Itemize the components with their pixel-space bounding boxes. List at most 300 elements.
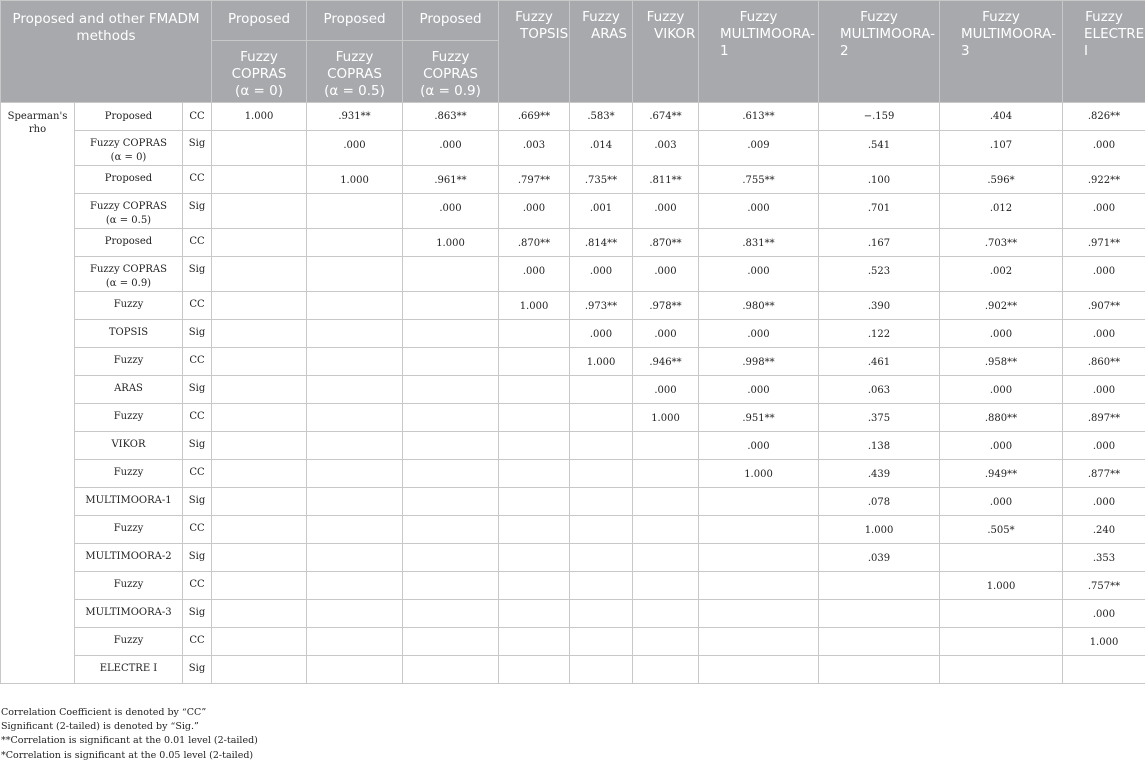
header-col-7 — [819, 1, 940, 103]
table-cell: .100 — [819, 166, 940, 194]
table-cell: .014 — [570, 131, 633, 166]
table-cell — [633, 516, 699, 544]
table-cell — [819, 600, 940, 628]
table-cell: .980** — [699, 292, 819, 320]
table-cell — [403, 404, 499, 432]
table-cell: .012 — [940, 194, 1063, 229]
row-label-line: Proposed — [104, 236, 153, 247]
table-cell: .826** — [1063, 103, 1145, 131]
footnote-cc: Correlation Coefficient is denoted by “CC” — [1, 707, 207, 718]
table-cell — [633, 460, 699, 488]
row-method-label — [75, 348, 183, 376]
table-cell — [499, 320, 570, 348]
table-row — [1, 194, 1145, 229]
header-col-0-sub-line-1: COPRAS — [231, 66, 287, 82]
table-cell: 1.000 — [570, 348, 633, 376]
table-cell: .870** — [633, 229, 699, 257]
row-label-line: Fuzzy COPRAS — [90, 201, 167, 212]
table-cell — [307, 320, 403, 348]
row-stat-type: CC — [183, 166, 212, 194]
table-cell: .404 — [940, 103, 1063, 131]
table-cell — [307, 628, 403, 656]
table-cell — [307, 348, 403, 376]
table-cell — [499, 376, 570, 404]
table-cell: .122 — [819, 320, 940, 348]
row-label-line: TOPSIS — [108, 327, 149, 338]
table-cell — [633, 600, 699, 628]
table-cell — [570, 404, 633, 432]
table-cell — [499, 348, 570, 376]
table-cell: .353 — [1063, 544, 1145, 572]
table-cell: 1.000 — [699, 460, 819, 488]
row-method-label — [75, 516, 183, 544]
table-cell: .000 — [633, 194, 699, 229]
table-cell: 1.000 — [212, 103, 307, 131]
table-cell — [499, 460, 570, 488]
table-cell: .814** — [570, 229, 633, 257]
header-col-2-sub-line-1: COPRAS — [423, 66, 478, 82]
table-cell: .877** — [1063, 460, 1145, 488]
header-col-5-line-0: Fuzzy — [646, 9, 685, 25]
row-method-label — [75, 257, 183, 292]
table-cell — [212, 229, 307, 257]
table-cell: .000 — [940, 432, 1063, 460]
table-row — [1, 292, 1145, 320]
table-cell: .000 — [699, 376, 819, 404]
row-method-label — [75, 229, 183, 257]
table-cell: .523 — [819, 257, 940, 292]
table-cell — [403, 292, 499, 320]
header-col-8 — [940, 1, 1063, 103]
table-cell — [699, 516, 819, 544]
row-stat-type: Sig — [183, 131, 212, 166]
table-cell — [819, 572, 940, 600]
table-cell: .000 — [1063, 131, 1145, 166]
table-cell — [403, 432, 499, 460]
table-cell: .907** — [1063, 292, 1145, 320]
row-stat-type: CC — [183, 292, 212, 320]
table-cell: .000 — [940, 488, 1063, 516]
table-cell: .107 — [940, 131, 1063, 166]
table-cell: .138 — [819, 432, 940, 460]
table-cell — [212, 572, 307, 600]
table-cell: .000 — [699, 320, 819, 348]
table-cell — [570, 572, 633, 600]
table-cell — [570, 376, 633, 404]
table-cell — [212, 488, 307, 516]
table-cell — [212, 460, 307, 488]
header-col-9-line-0: Fuzzy — [1085, 9, 1123, 25]
header-col-3-line-0: Fuzzy — [515, 9, 553, 25]
header-col-5 — [633, 1, 699, 103]
table-cell: .000 — [1063, 194, 1145, 229]
header-col-9 — [1063, 1, 1145, 103]
table-cell: .674** — [633, 103, 699, 131]
table-cell — [307, 432, 403, 460]
table-cell — [570, 628, 633, 656]
table-header — [1, 1, 1145, 103]
row-stat-type: CC — [183, 229, 212, 257]
table-cell: .951** — [699, 404, 819, 432]
header-col-2-sub-line-0: Fuzzy — [431, 49, 470, 65]
table-cell — [570, 516, 633, 544]
table-cell — [307, 516, 403, 544]
table-row — [1, 257, 1145, 292]
table-cell — [403, 460, 499, 488]
header-col-1-sub-line-1: COPRAS — [327, 66, 382, 82]
table-cell: .167 — [819, 229, 940, 257]
table-cell — [403, 376, 499, 404]
table-cell — [307, 600, 403, 628]
row-stat-type: Sig — [183, 656, 212, 684]
row-label-line: ELECTRE I — [99, 663, 158, 674]
table-cell: .000 — [633, 376, 699, 404]
table-cell: .860** — [1063, 348, 1145, 376]
table-cell — [633, 656, 699, 684]
table-cell — [499, 600, 570, 628]
table-cell — [499, 628, 570, 656]
row-label-line: MULTIMOORA-1 — [85, 495, 172, 506]
table-cell — [570, 460, 633, 488]
table-cell — [307, 229, 403, 257]
row-method-label — [75, 292, 183, 320]
header-col-2-top: Proposed — [403, 1, 499, 41]
row-method-label — [75, 103, 183, 131]
table-cell — [499, 656, 570, 684]
table-cell: 1.000 — [499, 292, 570, 320]
table-cell — [212, 404, 307, 432]
table-cell: .757** — [1063, 572, 1145, 600]
table-body — [1, 103, 1145, 684]
table-cell: .000 — [633, 257, 699, 292]
table-cell — [699, 656, 819, 684]
header-col-8-line-0: Fuzzy — [982, 9, 1020, 25]
header-col-9-line-1: ELECTRE I — [1084, 26, 1145, 59]
table-cell: 1.000 — [633, 404, 699, 432]
header-col-0-sub-line-0: Fuzzy — [240, 49, 278, 65]
row-label-line: Fuzzy COPRAS — [90, 138, 167, 149]
table-cell — [212, 432, 307, 460]
header-col-0-sub-line-2: (α = 0) — [235, 83, 283, 99]
table-cell: .596* — [940, 166, 1063, 194]
table-cell: .755** — [699, 166, 819, 194]
table-cell — [403, 516, 499, 544]
table-cell — [403, 628, 499, 656]
table-cell: .000 — [1063, 320, 1145, 348]
table-cell: .000 — [1063, 432, 1145, 460]
table-cell: .000 — [940, 376, 1063, 404]
table-cell: .375 — [819, 404, 940, 432]
row-label-line: (α = 0.5) — [105, 215, 152, 226]
header-col-1-sub-line-0: Fuzzy — [335, 49, 374, 65]
table-cell: .003 — [499, 131, 570, 166]
table-cell: .946** — [633, 348, 699, 376]
row-stat-type: CC — [183, 628, 212, 656]
table-cell — [699, 572, 819, 600]
table-cell: .000 — [403, 131, 499, 166]
header-col-0-top: Proposed — [212, 1, 307, 41]
header-col-4-line-0: Fuzzy — [582, 9, 620, 25]
table-cell — [940, 544, 1063, 572]
row-method-label — [75, 194, 183, 229]
table-row — [1, 348, 1145, 376]
table-row — [1, 166, 1145, 194]
row-label-line: (α = 0.9) — [105, 278, 152, 289]
table-cell — [633, 544, 699, 572]
table-row — [1, 320, 1145, 348]
row-method-label — [75, 628, 183, 656]
table-cell — [307, 544, 403, 572]
row-label-line: Fuzzy — [113, 523, 144, 534]
footnote-005: *Correlation is significant at the 0.05 level (2-tailed) — [1, 749, 254, 761]
table-cell — [212, 320, 307, 348]
row-method-label — [75, 320, 183, 348]
table-cell — [403, 348, 499, 376]
table-cell — [307, 572, 403, 600]
table-cell: .505* — [940, 516, 1063, 544]
table-cell: .000 — [403, 194, 499, 229]
footnote-001: **Correlation is significant at the 0.01 level (2-tailed) — [1, 735, 258, 747]
row-label-line: Fuzzy — [113, 355, 144, 366]
rho-label-line: Spearman's — [7, 111, 68, 122]
table-cell: .922** — [1063, 166, 1145, 194]
table-cell: .000 — [307, 131, 403, 166]
row-stat-type: CC — [183, 103, 212, 131]
table-cell: 1.000 — [307, 166, 403, 194]
table-footnotes — [1, 706, 258, 763]
row-stat-type: Sig — [183, 600, 212, 628]
table-cell — [307, 404, 403, 432]
table-cell — [633, 572, 699, 600]
table-cell — [940, 628, 1063, 656]
table-cell: .000 — [570, 257, 633, 292]
table-cell — [570, 656, 633, 684]
row-label-line: MULTIMOORA-2 — [85, 551, 172, 562]
table-cell: .001 — [570, 194, 633, 229]
table-row — [1, 516, 1145, 544]
table-cell — [699, 628, 819, 656]
header-col-1-sub — [307, 41, 403, 103]
row-label-line: Fuzzy — [113, 299, 144, 310]
table-cell — [307, 656, 403, 684]
table-cell: 1.000 — [1063, 628, 1145, 656]
table-cell: .863** — [403, 103, 499, 131]
header-col-7-line-1: MULTIMOORA-2 — [840, 26, 935, 59]
table-cell — [212, 257, 307, 292]
table-cell — [940, 656, 1063, 684]
table-cell — [307, 488, 403, 516]
table-row — [1, 432, 1145, 460]
row-method-label — [75, 376, 183, 404]
table-cell: 1.000 — [819, 516, 940, 544]
row-method-label — [75, 166, 183, 194]
header-col-6 — [699, 1, 819, 103]
table-cell: .880** — [940, 404, 1063, 432]
table-cell — [699, 488, 819, 516]
table-cell — [819, 628, 940, 656]
table-cell — [499, 488, 570, 516]
row-method-label — [75, 544, 183, 572]
table-cell: .978** — [633, 292, 699, 320]
row-label-line: Fuzzy — [113, 411, 144, 422]
header-col-0-sub — [212, 41, 307, 103]
table-cell: .000 — [499, 194, 570, 229]
table-row — [1, 103, 1145, 131]
table-cell: .897** — [1063, 404, 1145, 432]
table-cell — [699, 544, 819, 572]
row-stat-type: Sig — [183, 488, 212, 516]
table-cell — [570, 432, 633, 460]
table-cell: .831** — [699, 229, 819, 257]
table-cell — [403, 572, 499, 600]
table-cell: .669** — [499, 103, 570, 131]
table-cell — [499, 432, 570, 460]
table-row — [1, 460, 1145, 488]
row-stat-type: CC — [183, 460, 212, 488]
table-cell — [212, 544, 307, 572]
table-cell: .797** — [499, 166, 570, 194]
table-cell: .971** — [1063, 229, 1145, 257]
header-col-6-line-1: MULTIMOORA-1 — [720, 26, 815, 59]
table-cell: .811** — [633, 166, 699, 194]
table-cell — [570, 544, 633, 572]
table-cell — [499, 404, 570, 432]
header-col-4-line-1: ARAS — [591, 26, 627, 42]
table-cell — [940, 600, 1063, 628]
row-stat-type: CC — [183, 516, 212, 544]
table-row — [1, 488, 1145, 516]
table-cell — [307, 257, 403, 292]
table-cell — [499, 516, 570, 544]
header-col-3-line-1: TOPSIS — [520, 26, 569, 42]
header-col-1-sub-line-2: (α = 0.5) — [324, 83, 385, 99]
row-stat-type: Sig — [183, 320, 212, 348]
table-cell: .949** — [940, 460, 1063, 488]
row-stat-type: CC — [183, 572, 212, 600]
table-cell — [499, 544, 570, 572]
table-row — [1, 229, 1145, 257]
table-cell: .902** — [940, 292, 1063, 320]
table-cell — [212, 292, 307, 320]
row-label-line: ARAS — [114, 383, 143, 394]
row-label-line: Fuzzy COPRAS — [90, 264, 167, 275]
row-method-label — [75, 572, 183, 600]
header-col-2-sub-line-2: (α = 0.9) — [420, 83, 481, 99]
table-cell: .002 — [940, 257, 1063, 292]
table-row — [1, 376, 1145, 404]
row-method-label — [75, 488, 183, 516]
row-stat-type: Sig — [183, 194, 212, 229]
row-stat-type: Sig — [183, 376, 212, 404]
table-cell — [403, 257, 499, 292]
table-cell — [1063, 656, 1145, 684]
table-row — [1, 600, 1145, 628]
table-row — [1, 404, 1145, 432]
row-label-line: VIKOR — [111, 439, 146, 450]
table-cell — [403, 488, 499, 516]
header-col-4 — [570, 1, 633, 103]
table-cell: .003 — [633, 131, 699, 166]
table-cell: .000 — [699, 194, 819, 229]
header-col-6-line-0: Fuzzy — [739, 9, 778, 25]
row-label-line: Proposed — [104, 173, 153, 184]
table-cell — [819, 656, 940, 684]
table-cell: .870** — [499, 229, 570, 257]
table-cell: .931** — [307, 103, 403, 131]
table-cell — [570, 600, 633, 628]
row-label-line: Fuzzy — [113, 467, 144, 478]
table-cell — [307, 376, 403, 404]
footnote-sig: Significant (2-tailed) is denoted by “Sig.” — [1, 721, 199, 733]
header-col-8-line-1: MULTIMOORA-3 — [961, 26, 1056, 59]
row-label-line: (α = 0) — [110, 152, 147, 163]
row-method-label — [75, 131, 183, 166]
table-cell — [403, 600, 499, 628]
table-cell: .000 — [1063, 600, 1145, 628]
row-method-label — [75, 656, 183, 684]
table-cell: .613** — [699, 103, 819, 131]
row-label-line: Proposed — [104, 111, 153, 122]
table-cell — [212, 131, 307, 166]
table-cell — [699, 600, 819, 628]
table-cell: .958** — [940, 348, 1063, 376]
header-col-3 — [499, 1, 570, 103]
table-cell: .000 — [699, 257, 819, 292]
header-col-5-line-1: VIKOR — [654, 26, 696, 42]
table-cell — [212, 600, 307, 628]
row-stat-type: Sig — [183, 544, 212, 572]
table-cell: .439 — [819, 460, 940, 488]
table-cell: .000 — [1063, 376, 1145, 404]
header-corner — [1, 1, 212, 103]
table-cell: .240 — [1063, 516, 1145, 544]
table-cell: .735** — [570, 166, 633, 194]
table-cell — [633, 628, 699, 656]
table-cell: .390 — [819, 292, 940, 320]
table-cell — [307, 292, 403, 320]
row-label-line: MULTIMOORA-3 — [85, 607, 172, 618]
table-cell: .703** — [940, 229, 1063, 257]
table-cell — [633, 432, 699, 460]
spearman-rho-label — [1, 103, 75, 684]
table-cell: .000 — [1063, 257, 1145, 292]
row-method-label — [75, 600, 183, 628]
table-cell: −.159 — [819, 103, 940, 131]
row-method-label — [75, 404, 183, 432]
table-cell — [212, 656, 307, 684]
table-cell: .998** — [699, 348, 819, 376]
table-cell: .039 — [819, 544, 940, 572]
table-cell — [633, 488, 699, 516]
row-stat-type: CC — [183, 404, 212, 432]
table-cell: 1.000 — [403, 229, 499, 257]
table-cell: .000 — [699, 432, 819, 460]
table-cell: .078 — [819, 488, 940, 516]
row-method-label — [75, 432, 183, 460]
table-cell: .000 — [940, 320, 1063, 348]
table-cell: .000 — [633, 320, 699, 348]
table-cell: .973** — [570, 292, 633, 320]
table-cell — [307, 194, 403, 229]
table-cell: .541 — [819, 131, 940, 166]
table-cell: .961** — [403, 166, 499, 194]
table-cell: .000 — [570, 320, 633, 348]
table-cell — [307, 460, 403, 488]
table-cell: .461 — [819, 348, 940, 376]
table-cell — [212, 194, 307, 229]
table-cell: .000 — [1063, 488, 1145, 516]
header-col-7-line-0: Fuzzy — [860, 9, 898, 25]
